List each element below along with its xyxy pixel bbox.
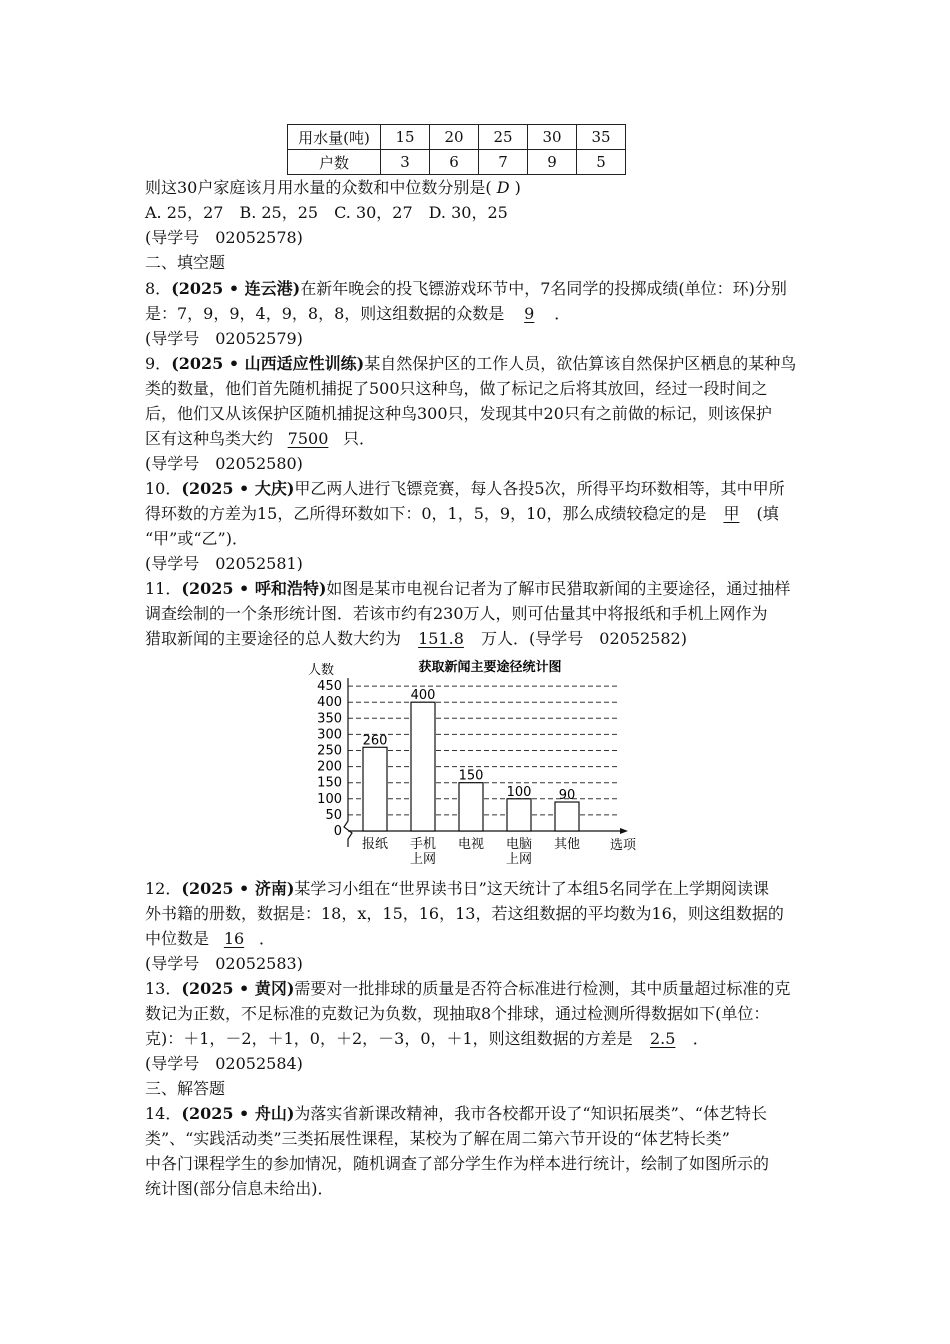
- q10-number: 10．: [145, 479, 182, 498]
- table-cell: 20: [430, 125, 479, 150]
- q12-text: 某学习小组在“世界读书日”这天统计了本组5名同学在上学期阅读课: [294, 879, 769, 898]
- q7-text: 则这30户家庭该月用水量的众数和中位数分别是(: [145, 178, 492, 197]
- q13-text: 需要对一批排球的质量是否符合标准进行检测，其中质量超过标准的克: [294, 979, 791, 998]
- q8-answer: 9: [524, 304, 535, 323]
- y-tick-label: 50: [325, 807, 342, 823]
- q9-text-end: 只．: [343, 429, 376, 448]
- q12-line3: [145, 927, 275, 951]
- table-cell: 5: [577, 150, 626, 175]
- q10-source: (2025 • 大庆): [181, 479, 295, 498]
- q14-line4: 统计图(部分信息未给出)．: [145, 1179, 334, 1198]
- q7-text-end: ): [514, 178, 521, 197]
- bar-value-label: 90: [558, 788, 576, 804]
- q9-line3: 后，他们又从该保护区随机捕捉这种鸟300只，发现其中20只有之前做的标记，则该保护: [145, 404, 772, 423]
- q13-answer: 2.5: [649, 1029, 676, 1048]
- q9-answer: 7500: [287, 429, 329, 448]
- table-cell: 用水量(吨): [288, 125, 381, 150]
- q11-line1: [145, 577, 790, 601]
- q11-text: 猎取新闻的主要途径的总人数大约为: [145, 629, 402, 648]
- table-cell: 30: [528, 125, 577, 150]
- q11-line3: [145, 627, 687, 651]
- x-tick-label: 电脑: [505, 837, 533, 852]
- x-tick-label: 电视: [457, 837, 485, 852]
- chart-title: 获取新闻主要途径统计图: [418, 660, 562, 675]
- table-cell: 15: [381, 125, 430, 150]
- q13-number: 13．: [145, 979, 182, 998]
- q9-line2: 类的数量，他们首先随机捕捉了500只这种鸟，做了标记之后将其放回，经过一段时间之: [145, 379, 768, 398]
- q13-text: 克)：＋1，－2，＋1，0，＋2，－3，0，＋1，则这组数据的方差是: [145, 1029, 633, 1048]
- q10-text-end: (填: [756, 504, 779, 523]
- table-cell: 户数: [288, 150, 381, 175]
- q10-line3: “甲”或“乙”)．: [145, 529, 248, 548]
- q12-line1: [145, 877, 769, 901]
- bar-value-label: 100: [506, 784, 532, 800]
- q9-text: 某自然保护区的工作人员，欲估算该自然保护区栖息的某种鸟: [364, 354, 797, 373]
- bar: [459, 783, 483, 831]
- q7-options: A. 25，27 B. 25，25 C. 30，27 D. 30，25: [145, 203, 508, 222]
- q9-guide: (导学号 02052580): [145, 454, 303, 473]
- y-tick-label: 150: [317, 775, 342, 791]
- q12-text: 中位数是: [145, 929, 210, 948]
- section-answer-questions: 三、解答题: [145, 1079, 226, 1098]
- q10-text: 甲乙两人进行飞镖竞赛，每人各投5次，所得平均环数相等，其中甲所: [294, 479, 785, 498]
- y-axis-label: 人数: [308, 663, 335, 678]
- x-tick-label: 手机: [409, 837, 437, 852]
- q7-stem: [145, 176, 521, 200]
- q9-number: 9．: [145, 354, 172, 373]
- q11-number: 11．: [145, 579, 182, 598]
- q13-line2: 数记为正数，不足标准的克数记为负数，现抽取8个排球，通过检测所得数据如下(单位：: [145, 1004, 770, 1023]
- q8-source: (2025 • 连云港): [171, 279, 301, 298]
- bar: [363, 747, 387, 831]
- bar: [411, 702, 435, 831]
- q9-line4: [145, 427, 375, 451]
- table-cell: 9: [528, 150, 577, 175]
- q9-source: (2025 • 山西适应性训练): [171, 354, 365, 373]
- water-usage-table: [287, 124, 626, 175]
- table-cell: 3: [381, 150, 430, 175]
- q12-text-end: ．: [259, 929, 276, 948]
- y-tick-label: 400: [317, 695, 342, 711]
- q14-text: 为落实省新课改精神，我市各校都开设了“知识拓展类”、“体艺特长: [294, 1104, 767, 1123]
- q8-text-end: ．: [554, 304, 571, 323]
- q9-line1: [145, 352, 796, 376]
- q10-guide: (导学号 02052581): [145, 554, 303, 573]
- q11-text-end: 万人．(导学号 02052582): [481, 629, 687, 648]
- q10-text: 得环数的方差为15，乙所得环数如下：0，1，5，9，10，那么成绩较稳定的是: [145, 504, 707, 523]
- q13-source: (2025 • 黄冈): [181, 979, 295, 998]
- bar-value-label: 260: [362, 733, 388, 749]
- q8-line1: [145, 277, 787, 301]
- q8-text: 在新年晚会的投飞镖游戏环节中，7名同学的投掷成绩(单位：环)分别: [300, 279, 787, 298]
- y-tick-label: 0: [333, 824, 342, 839]
- y-tick-label: 350: [317, 711, 342, 727]
- q9-text: 区有这种鸟类大约: [145, 429, 274, 448]
- y-tick-label: 300: [317, 727, 342, 743]
- axis-break-mark: [344, 821, 352, 847]
- q11-line2: 调查绘制的一个条形统计图．若该市约有230万人，则可估量其中将报纸和手机上网作为: [145, 604, 768, 623]
- q8-line2: [145, 302, 570, 326]
- q14-number: 14．: [145, 1104, 182, 1123]
- section-fill-blank: 二、填空题: [145, 253, 226, 272]
- bar: [555, 802, 579, 831]
- x-axis-label: 选项: [610, 838, 637, 853]
- q13-line1: [145, 977, 790, 1001]
- q10-answer: 甲: [723, 504, 740, 523]
- y-tick-label: 200: [317, 759, 342, 775]
- q14-line3: 中各门课程学生的参加情况，随机调查了部分学生作为样本进行统计，绘制了如图所示的: [145, 1154, 770, 1173]
- q13-text-end: ．: [692, 1029, 709, 1048]
- news-source-bar-chart: [290, 655, 660, 870]
- table-row: [288, 125, 626, 150]
- q12-line2: 外书籍的册数，数据是：18，x，15，16，13，若这组数据的平均数为16，则这组数据的: [145, 904, 784, 923]
- q14-source: (2025 • 舟山): [181, 1104, 295, 1123]
- q11-text: 如图是某市电视台记者为了解市民猎取新闻的主要途径，通过抽样: [326, 579, 791, 598]
- y-tick-label: 250: [317, 743, 342, 759]
- x-axis-arrow: [620, 828, 628, 834]
- q10-line2: [145, 502, 779, 526]
- bar-value-label: 400: [410, 688, 436, 704]
- q12-source: (2025 • 济南): [181, 879, 295, 898]
- table-cell: 35: [577, 125, 626, 150]
- x-tick-label: 上网: [409, 852, 437, 867]
- q8-guide: (导学号 02052579): [145, 329, 303, 348]
- bar: [507, 799, 531, 831]
- q8-text: 是：7，9，9，4，9，8，8，则这组数据的众数是: [145, 304, 505, 323]
- table-cell: 6: [430, 150, 479, 175]
- q7-answer: D: [496, 178, 510, 197]
- y-tick-label: 450: [317, 679, 342, 695]
- q12-guide: (导学号 02052583): [145, 954, 303, 973]
- table-cell: 7: [479, 150, 528, 175]
- table-row: [288, 150, 626, 175]
- q11-answer: 151.8: [418, 629, 464, 648]
- x-tick-label: 报纸: [361, 837, 389, 852]
- q10-line1: [145, 477, 785, 501]
- q14-line2: 类”、“实践活动类”三类拓展性课程，某校为了解在周二第六节开设的“体艺特长类”: [145, 1129, 730, 1148]
- q12-number: 12．: [145, 879, 182, 898]
- q7-guide: (导学号 02052578): [145, 228, 303, 247]
- bar-value-label: 150: [458, 768, 484, 784]
- y-tick-label: 100: [317, 791, 342, 807]
- q13-guide: (导学号 02052584): [145, 1054, 303, 1073]
- x-tick-label: 其他: [553, 837, 581, 852]
- q8-number: 8．: [145, 279, 172, 298]
- q12-answer: 16: [223, 929, 245, 948]
- table-cell: 25: [479, 125, 528, 150]
- q11-source: (2025 • 呼和浩特): [181, 579, 327, 598]
- q14-line1: [145, 1102, 767, 1126]
- x-tick-label: 上网: [505, 852, 533, 867]
- q13-line3: [145, 1027, 709, 1051]
